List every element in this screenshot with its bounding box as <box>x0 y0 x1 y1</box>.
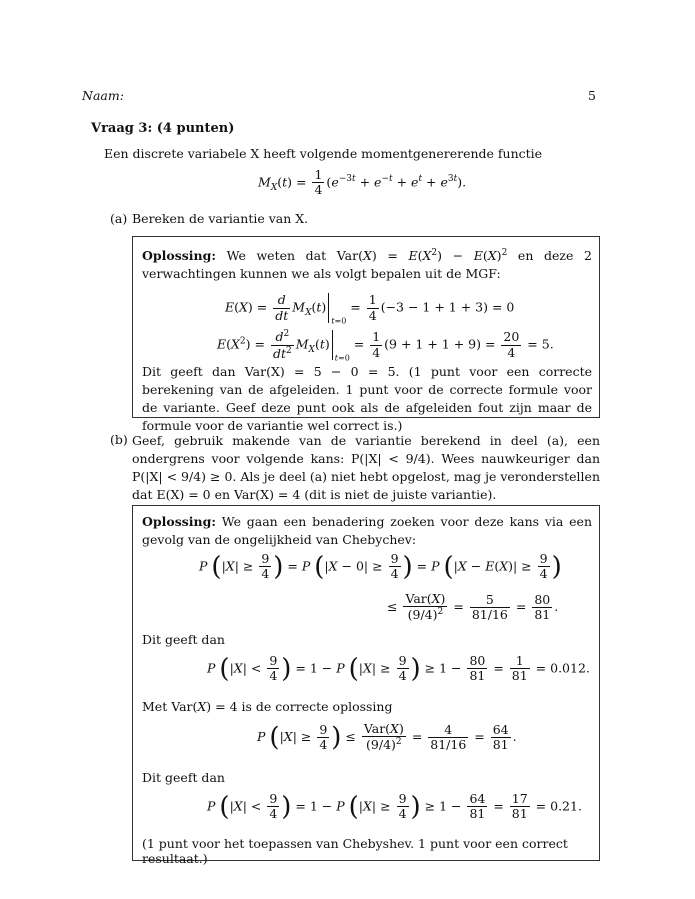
page-number: 5 <box>588 88 596 103</box>
solution-a-text1-body: We weten dat $Var(X) = E(X^2) - E(X)^2$ en deze 2 verwachtingen kunnen we als volgt bepalen uit de MGF: <box>142 248 592 282</box>
solution-b-text1-body: We gaan een benadering zoeken voor deze kans via een gevolg van de ongelijkheid van Chebychev: <box>142 514 592 547</box>
solution-b-text4: Dit geeft dan <box>142 770 225 785</box>
question-title: Vraag 3: (4 punten) <box>91 121 235 136</box>
part-a-prompt: Bereken de variantie van X. <box>132 211 309 226</box>
header-naam-label: Naam: <box>82 88 124 103</box>
solution-a-lead: Oplossing: <box>142 248 216 264</box>
solution-b-eq2: P (|X| < $\frac{9}{4}$ ) = 1 − P (|X| ≥ $\frac{9}{4}$ ) ≥ 1 − $\frac{80}{81}$ = $\frac{1}{81}$ = 0.012. <box>207 653 590 684</box>
solution-b-text1 <box>142 513 592 549</box>
mgf-equation: $M_X(t)$ = $\frac{1}{4}$ $(e^{-3t} + e^{-t} + e^t + e^{3t})$. <box>258 167 467 198</box>
solution-b-eq3: P (|X| ≥ $\frac{9}{4}$ ) ≤ $\frac{\text{Var(X)}}{(9/4)^2}$ = $\frac{4}{81/16}$ = $\frac{64}{81}$ . <box>257 721 517 753</box>
part-a-label: (a) <box>110 211 128 226</box>
solution-a-eq2: $E(X^2)$ = $\frac{d^2}{dt^2}$ $M_X(t)_{t=0}$ = $\frac{1}{4}$ (9 + 1 + 1 + 9) = $\frac{20}{4}$ = 5. <box>217 329 554 363</box>
solution-b-eq1-line1: P (|X| ≥ $\frac{9}{4}$ ) = P (|X − 0| ≥ $\frac{9}{4}$ ) = P (|X − E(X)| ≥ $\frac{9}{4}$ ) <box>199 551 562 582</box>
solution-b-eq1-line2: ≤ $\frac{\text{Var(X)}}{(9/4)^2}$ = $\frac{5}{81/16}$ = $\frac{80}{81}$ . <box>387 591 559 623</box>
part-b-label: (b) <box>110 432 128 447</box>
solution-a-text2: Dit geeft dan Var(X) = 5 − 0 = 5. (1 punt voor een correcte berekening van de afgeleiden. 1 punt voor de correcte formule voor de variante. Geef deze punt ook als de afgeleiden fout zijn maar de formule voor de variantie wel correct is.) <box>142 364 592 433</box>
solution-b-text3: Met Var(X) = 4 is de correcte oplossing <box>142 699 393 714</box>
part-b-prompt: Geef, gebruik makende van de variantie berekend in deel (a), een ondergrens voor volgende kans: P(|X| < 9/4). Wees nauwkeuriger dan P(|X| < 9/4) ≥ 0. Als je deel (a) niet hebt opgelost, mag je veronderstellen dat E(X) = 0 en Var(X) = 4 (dit is niet de juiste variantie). <box>132 433 600 502</box>
solution-box-b <box>132 505 600 866</box>
solution-box-a <box>132 236 600 433</box>
solution-b-lead: Oplossing: <box>142 514 216 529</box>
solution-a-text1 <box>142 244 592 283</box>
solution-b-footer: (1 punt voor het toepassen van Chebyshev. 1 punt voor een correct resultaat.) <box>142 836 568 866</box>
solution-b-text2: Dit geeft dan <box>142 632 225 647</box>
solution-b-eq4: P (|X| < $\frac{9}{4}$ ) = 1 − P (|X| ≥ $\frac{9}{4}$ ) ≥ 1 − $\frac{64}{81}$ = $\frac{17}{81}$ = 0.21. <box>207 791 582 822</box>
question-intro: Een discrete variabele X heeft volgende momentgenererende functie <box>104 146 543 161</box>
solution-a-eq1: E(X) = $\frac{d}{dt}$ $M_X(t)_{t=0}$ = $\frac{1}{4}$ (−3 − 1 + 1 + 3) = 0 <box>225 292 515 326</box>
